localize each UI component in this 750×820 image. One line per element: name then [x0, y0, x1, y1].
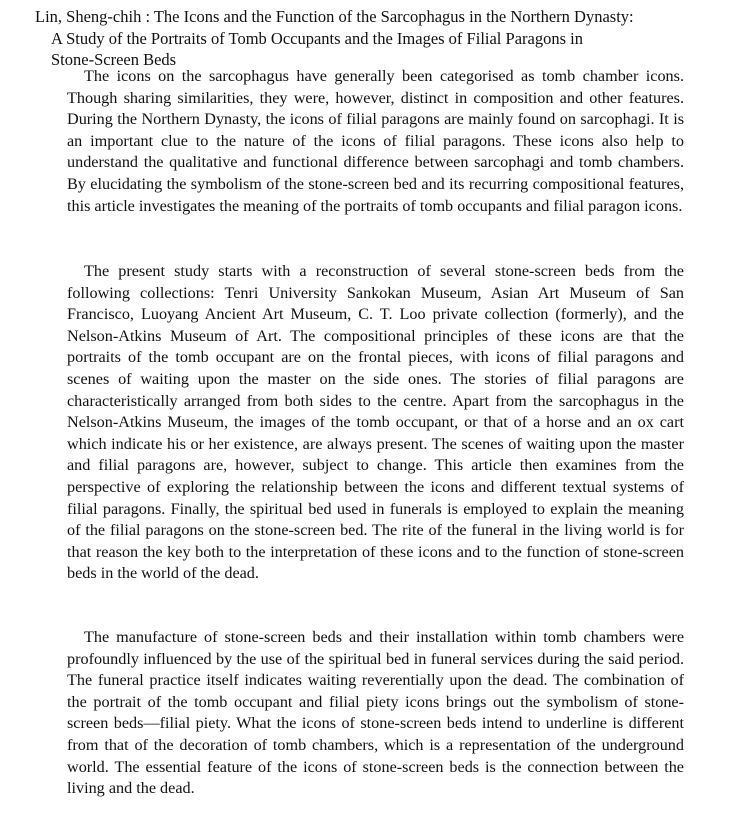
- heading-line-subtitle-end: Stone-Screen Beds: [51, 50, 177, 69]
- heading-line-subtitle: A Study of the Portraits of Tomb Occupants and the Images of Filial Paragons in: [51, 28, 583, 48]
- paragraph-text: The present study starts with a reconstruction of several stone-screen beds from the following collections: Tenri University Sankokan Museum, Asian Art Museum of San Francisco, Luoyang Ancient Art Museum, C. T. Loo private collection (formerly), and the Nelson-Atkins Museum of Art. The compositional principles of these icons are that the portraits of the tomb occupant are on the frontal pieces, with icons of filial paragons and scenes of waiting upon the master on the side ones. The stories of filial paragons are characteristically arranged from both sides to the centre. Apart from the sarcophagus in the Nelson-Atkins Museum, the images of the tomb occupant, or that of a horse and an ox cart which indicate his or her existence, are always present. The scenes of waiting upon the master and filial paragons are, however, subject to change. This article then examines from the perspective of exploring the relationship between the icons and different textual systems of filial paragons. Finally, the spiritual bed used in funerals is employed to explain the meaning of the filial paragons on the stone-screen bed. The rite of the funeral in the living world is for that reason the key both to the interpretation of these icons and to the function of stone-screen beds in the world of the dead.: [67, 262, 684, 583]
- abstract-paragraph-2: [67, 261, 684, 585]
- abstract-paragraph-3: [67, 627, 684, 800]
- article-heading: [35, 6, 735, 71]
- paragraph-text: The manufacture of stone-screen beds and their installation within tomb chambers were profoundly influenced by the use of the spiritual bed in funeral services during the said period. The funeral practice itself indicates waiting reverentially upon the dead. The combination of the portrait of the tomb occupant and filial piety icons brings out the symbolism of stone-screen beds—filial piety. What the icons of stone-screen beds intend to underline is different from that of the decoration of tomb chambers, which is a representation of the underground world. The essential feature of the icons of stone-screen beds is the connection between the living and the dead.: [67, 628, 684, 798]
- heading-line-author-title: Lin, Sheng-chih : The Icons and the Function of the Sarcophagus in the Northern Dynasty:: [35, 7, 634, 26]
- abstract-paragraph-1: [67, 66, 684, 217]
- paragraph-text: The icons on the sarcophagus have generally been categorised as tomb chamber icons. Though sharing similarities, they were, however, distinct in composition and other features. During the Northern Dynasty, the icons of filial paragons are mainly found on sarcophagi. It is an important clue to the nature of the icons of filial paragons. These icons also help to understand the qualitative and functional difference between sarcophagi and tomb chambers. By elucidating the symbolism of the stone-screen bed and its recurring compositional features, this article investigates the meaning of the portraits of tomb occupants and filial paragon icons.: [67, 67, 684, 215]
